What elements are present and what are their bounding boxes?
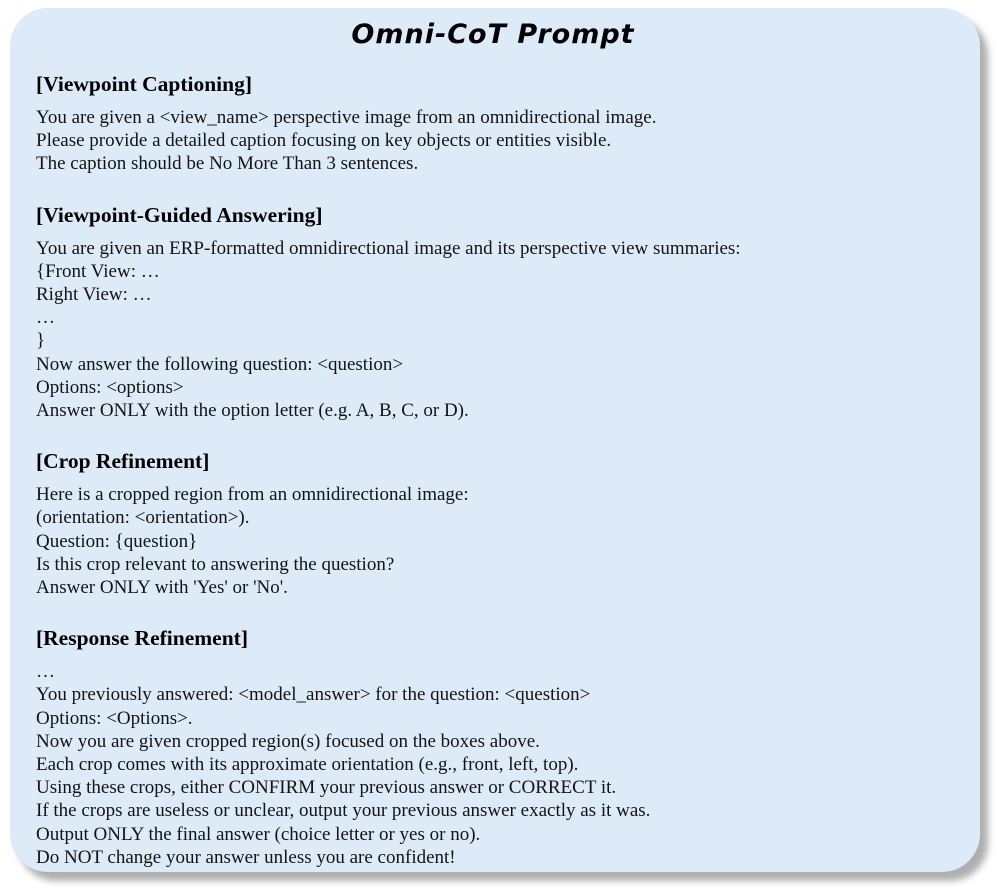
prompt-section (36, 203, 950, 423)
page-title: Omni-CoT Prompt (351, 19, 635, 50)
prompt-line: … (36, 661, 55, 683)
prompt-line: Here is a cropped region from an omnidirectional image: (36, 484, 469, 506)
prompt-line: Using these crops, either CONFIRM your previous answer or CORRECT it. (36, 777, 617, 799)
prompt-card (10, 8, 980, 872)
prompt-line: … (36, 307, 55, 329)
prompt-section (36, 72, 950, 176)
section-header: [Viewpoint Captioning] (36, 72, 253, 96)
prompt-sections (36, 72, 950, 869)
section-header: [Response Refinement] (36, 626, 248, 651)
prompt-line: (orientation: <orientation>). (36, 507, 250, 529)
prompt-line: Is this crop relevant to answering the question? (36, 553, 395, 575)
prompt-line: } (36, 330, 46, 352)
prompt-line: Options: <options> (36, 376, 184, 398)
section-header: [Viewpoint-Guided Answering] (36, 202, 323, 227)
prompt-line: Output ONLY the final answer (choice letter or yes or no). (36, 823, 481, 845)
prompt-line: Now you are given cropped region(s) focused on the boxes above. (36, 730, 540, 752)
prompt-line: You are given an ERP-formatted omnidirectional image and its perspective view summaries: (36, 237, 741, 259)
section-header: [Crop Refinement] (36, 449, 210, 474)
prompt-line: The caption should be No More Than 3 sentences. (36, 153, 419, 175)
prompt-line: {Front View: … (36, 260, 160, 282)
prompt-line: Answer ONLY with the option letter (e.g. A, B, C, or D). (36, 400, 469, 422)
prompt-line: Question: {question} (36, 530, 198, 552)
prompt-line: Each crop comes with its approximate orientation (e.g., front, left, top). (36, 754, 579, 776)
prompt-line: You are given a <view_name> perspective image from an omnidirectional image. (36, 107, 657, 128)
prompt-line: Now answer the following question: <question> (36, 353, 404, 375)
prompt-line: Do NOT change your answer unless you are confident! (36, 846, 456, 868)
prompt-section (36, 449, 950, 599)
prompt-line: If the crops are useless or unclear, output your previous answer exactly as it was. (36, 800, 651, 822)
prompt-section (36, 626, 950, 869)
prompt-line: You previously answered: <model_answer> for the question: <question> (36, 684, 591, 706)
prompt-line: Right View: … (36, 284, 152, 306)
prompt-line: Options: <Options>. (36, 707, 193, 729)
prompt-line: Answer ONLY with 'Yes' or 'No'. (36, 577, 288, 599)
prompt-line: Please provide a detailed caption focusing on key objects or entities visible. (36, 130, 612, 152)
